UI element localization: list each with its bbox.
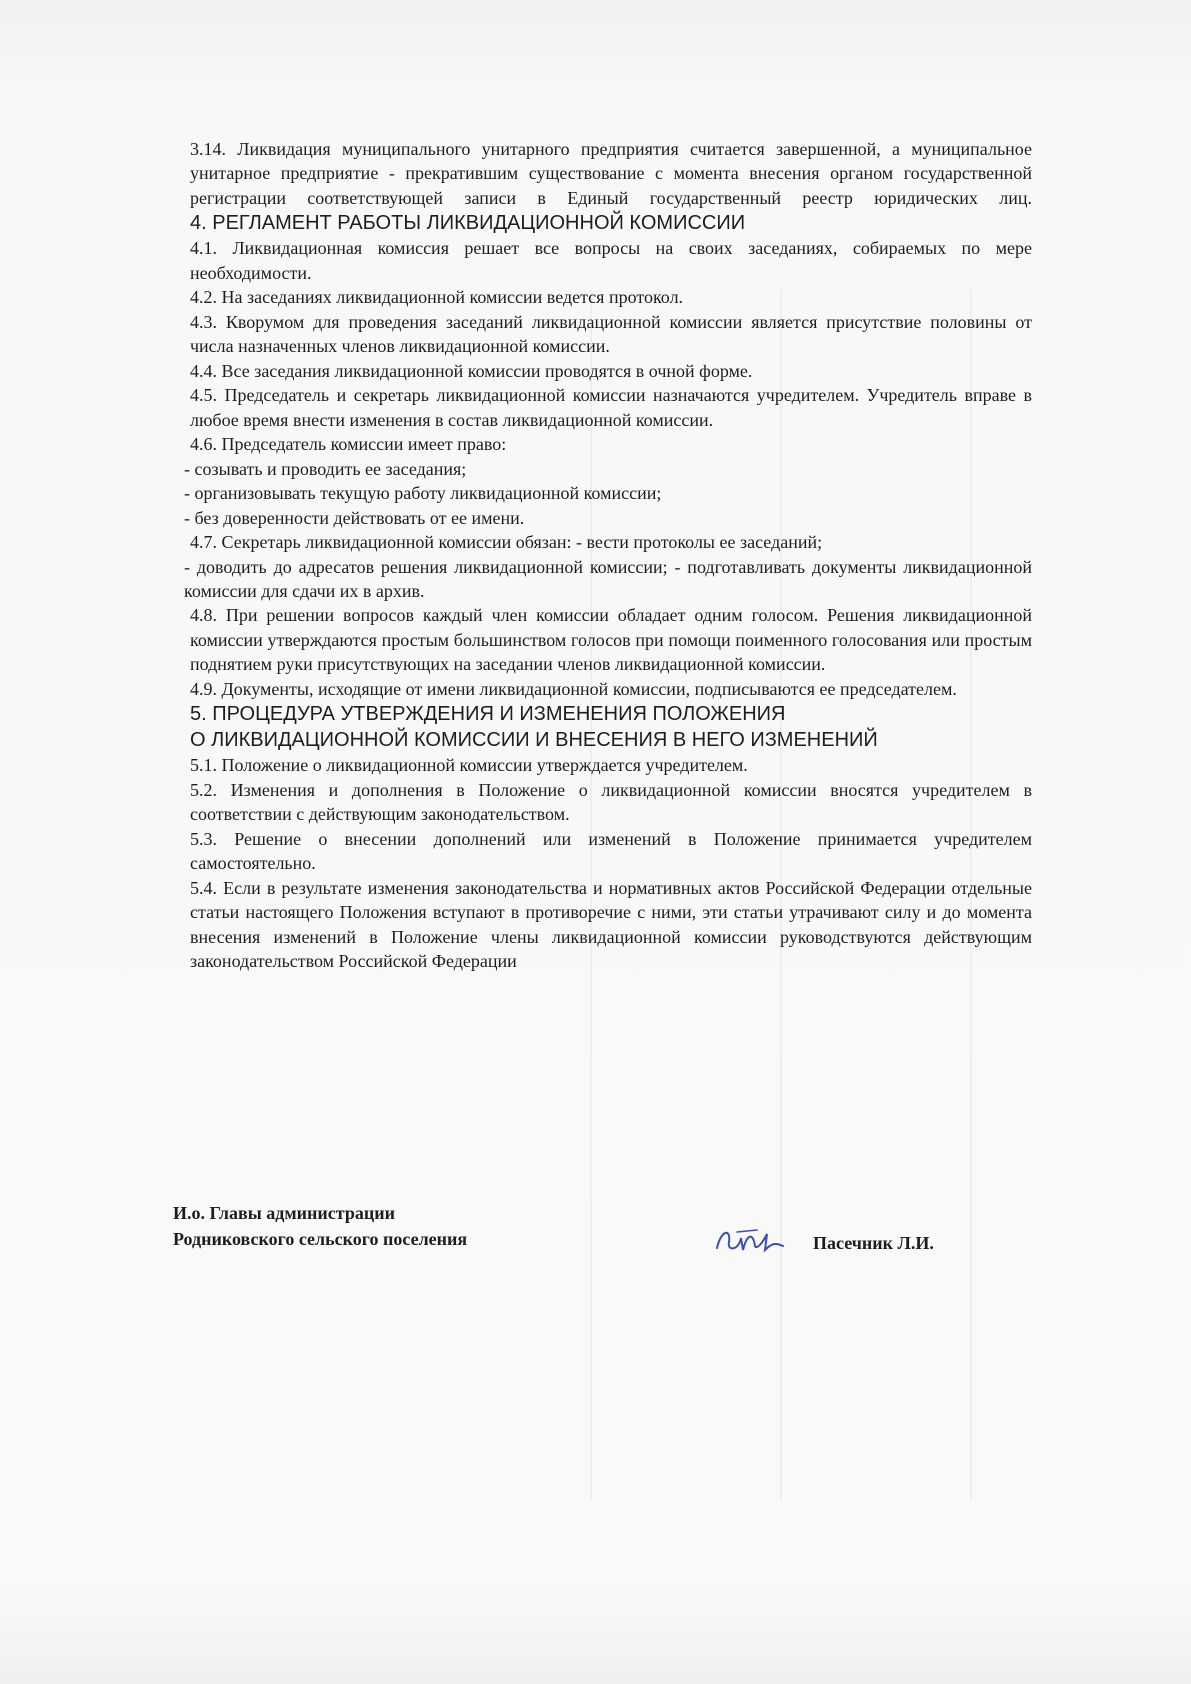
paragraph-4-2: 4.2. На заседаниях ликвидационной комиссии ведется протокол. [190,287,684,308]
paragraph-5-2: 5.2. Изменения и дополнения в Положение о ликвидационной комиссии вносятся учредителем в соответствии с действующим законодательством. [190,779,1032,825]
signatory-position-line1: И.о. Главы администрации [173,1203,395,1223]
paragraph-4-3: 4.3. Кворумом для проведения заседаний ликвидационной комиссии является присутствие половины от числа назначенных членов ликвидационной комиссии. [190,311,1032,357]
paragraph-5-3: 5.3. Решение о внесении дополнений или изменений в Положение принимается учредителем самостоятельно. [190,828,1032,874]
handwritten-signature [713,1220,793,1260]
signatory-position-line2: Родниковского сельского поселения [173,1229,468,1250]
signatory-position [173,1200,467,1252]
list-item-act: - без доверенности действовать от ее имени. [184,507,525,528]
paragraph-4-7: 4.7. Секретарь ликвидационной комиссии обязан: - вести протоколы ее заседаний; [190,532,823,553]
paragraph-3-14: 3.14. Ликвидация муниципального унитарного предприятия считается завершенной, а муниципальное унитарное предприятие - прекратившим существование с момента внесения органом государственной регистрации соответствующей записи в Единый государственный реестр юридических лиц. [190,139,1032,208]
list-item-convene: - созывать и проводить ее заседания; [184,458,467,479]
paragraph-4-5: 4.5. Председатель и секретарь ликвидационной комиссии назначаются учредителем. Учредитель вправе в любое время внести изменения в состав ликвидационной комиссии. [190,385,1032,430]
section-4-heading: 4. РЕГЛАМЕНТ РАБОТЫ ЛИКВИДАЦИОННОЙ КОМИССИИ [190,212,746,235]
paragraph-4-6: 4.6. Председатель комиссии имеет право: [190,434,507,455]
section-5-heading-line2: О ЛИКВИДАЦИОННОЙ КОМИССИИ И ВНЕСЕНИЯ В НЕГО ИЗМЕНЕНИЙ [190,729,878,752]
paragraph-5-1: 5.1. Положение о ликвидационной комиссии утверждается учредителем. [190,755,748,776]
document-body [184,137,1032,974]
signature-block [173,1200,1033,1252]
section-5-heading-line1: 5. ПРОЦЕДУРА УТВЕРЖДЕНИЯ И ИЗМЕНЕНИЯ ПОЛОЖЕНИЯ [190,703,786,726]
paragraph-4-1: 4.1. Ликвидационная комиссия решает все вопросы на своих заседаниях, собираемых по мере необходимости. [190,238,1032,283]
paragraph-4-9: 4.9. Документы, исходящие от имени ликвидационной комиссии, подписываются ее председателем. [190,678,957,699]
signatory-name: Пасечник Л.И. [813,1233,934,1253]
paragraph-5-4: 5.4. Если в результате изменения законодательства и нормативных актов Российской Федерации отдельные статьи настоящего Положения вступают в противоречие с ними, эти статьи утрачивают силу и до момента внесения изменений в Положение члены ликвидационной комиссии руководствуются действующим законодательством Российской Федерации [190,877,1032,972]
paragraph-4-4: 4.4. Все заседания ликвидационной комиссии проводятся в очной форме. [190,360,753,381]
paragraph-4-7-duties: - доводить до адресатов решения ликвидационной комиссии; - подготавливать документы ликвидационной комиссии для сдачи их в архив. [184,556,1032,601]
paragraph-4-8: 4.8. При решении вопросов каждый член комиссии обладает одним голосом. Решения ликвидационной комиссии утверждаются простым большинством голосов при помощи поименного голосования или простым поднятием руки присутствующих на заседании членов ликвидационной комиссии. [190,605,1032,675]
list-item-organize: - организовывать текущую работу ликвидационной комиссии; [184,483,662,504]
